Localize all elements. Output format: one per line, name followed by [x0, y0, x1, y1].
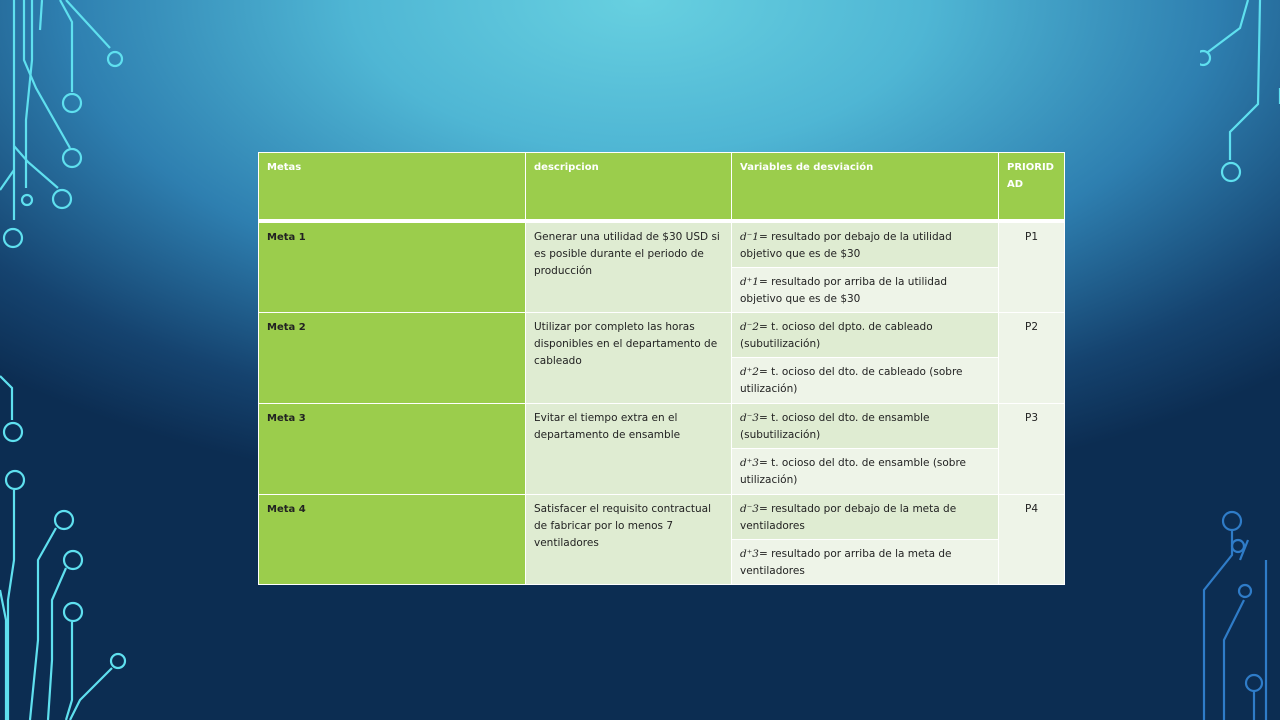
- header-variables: Variables de desviación: [732, 153, 999, 222]
- circuit-decoration-right: [1200, 0, 1280, 720]
- meta-label: Meta 3: [259, 404, 526, 495]
- circuit-decoration-left: [0, 0, 160, 720]
- meta-description: Evitar el tiempo extra en el departamento de ensamble: [526, 404, 732, 495]
- deviation-symbol: d⁺3: [740, 457, 759, 469]
- deviation-symbol: d⁺1: [740, 276, 759, 288]
- meta-description: Generar una utilidad de $30 USD si es posible durante el periodo de producción: [526, 221, 732, 313]
- meta-label: Meta 1: [259, 221, 526, 313]
- deviation-variable-minus: [732, 495, 999, 540]
- deviation-symbol: d⁻3: [740, 503, 759, 515]
- deviation-symbol: d⁻2: [740, 321, 759, 333]
- deviation-text: = resultado por debajo de la utilidad objetivo que es de $30: [740, 231, 952, 260]
- priority-value: P4: [999, 495, 1065, 585]
- goals-table: [258, 152, 1065, 585]
- header-prioridad: PRIORIDAD: [999, 153, 1065, 222]
- deviation-text: = t. ocioso del dto. de cableado (sobre utilización): [740, 366, 963, 395]
- deviation-symbol: d⁻3: [740, 412, 759, 424]
- deviation-symbol: d⁺2: [740, 366, 759, 378]
- priority-value: P1: [999, 221, 1065, 313]
- deviation-variable-minus: [732, 221, 999, 268]
- deviation-variable-minus: [732, 404, 999, 449]
- header-descripcion: descripcion: [526, 153, 732, 222]
- deviation-text: = t. ocioso del dto. de ensamble (sobre utilización): [740, 457, 967, 486]
- deviation-text: = resultado por debajo de la meta de ventiladores: [740, 503, 957, 532]
- deviation-text: = t. ocioso del dto. de ensamble (subutilización): [740, 412, 930, 441]
- deviation-text: = t. ocioso del dpto. de cableado (subutilización): [740, 321, 933, 350]
- table-row: [259, 495, 1065, 540]
- deviation-variable-minus: [732, 313, 999, 358]
- priority-value: P3: [999, 404, 1065, 495]
- header-metas: Metas: [259, 153, 526, 222]
- deviation-variable-plus: [732, 540, 999, 585]
- priority-value: P2: [999, 313, 1065, 404]
- table-header-row: [259, 153, 1065, 222]
- table-row: [259, 313, 1065, 358]
- table-row: [259, 404, 1065, 449]
- deviation-symbol: d⁻1: [740, 231, 759, 243]
- meta-label: Meta 4: [259, 495, 526, 585]
- deviation-variable-plus: [732, 358, 999, 404]
- meta-description: Satisfacer el requisito contractual de fabricar por lo menos 7 ventiladores: [526, 495, 732, 585]
- deviation-text: = resultado por arriba de la meta de ventiladores: [740, 548, 952, 577]
- meta-label: Meta 2: [259, 313, 526, 404]
- deviation-variable-plus: [732, 268, 999, 313]
- table-row: [259, 221, 1065, 268]
- deviation-symbol: d⁺3: [740, 548, 759, 560]
- meta-description: Utilizar por completo las horas disponibles en el departamento de cableado: [526, 313, 732, 404]
- deviation-variable-plus: [732, 449, 999, 495]
- deviation-text: = resultado por arriba de la utilidad objetivo que es de $30: [740, 276, 948, 305]
